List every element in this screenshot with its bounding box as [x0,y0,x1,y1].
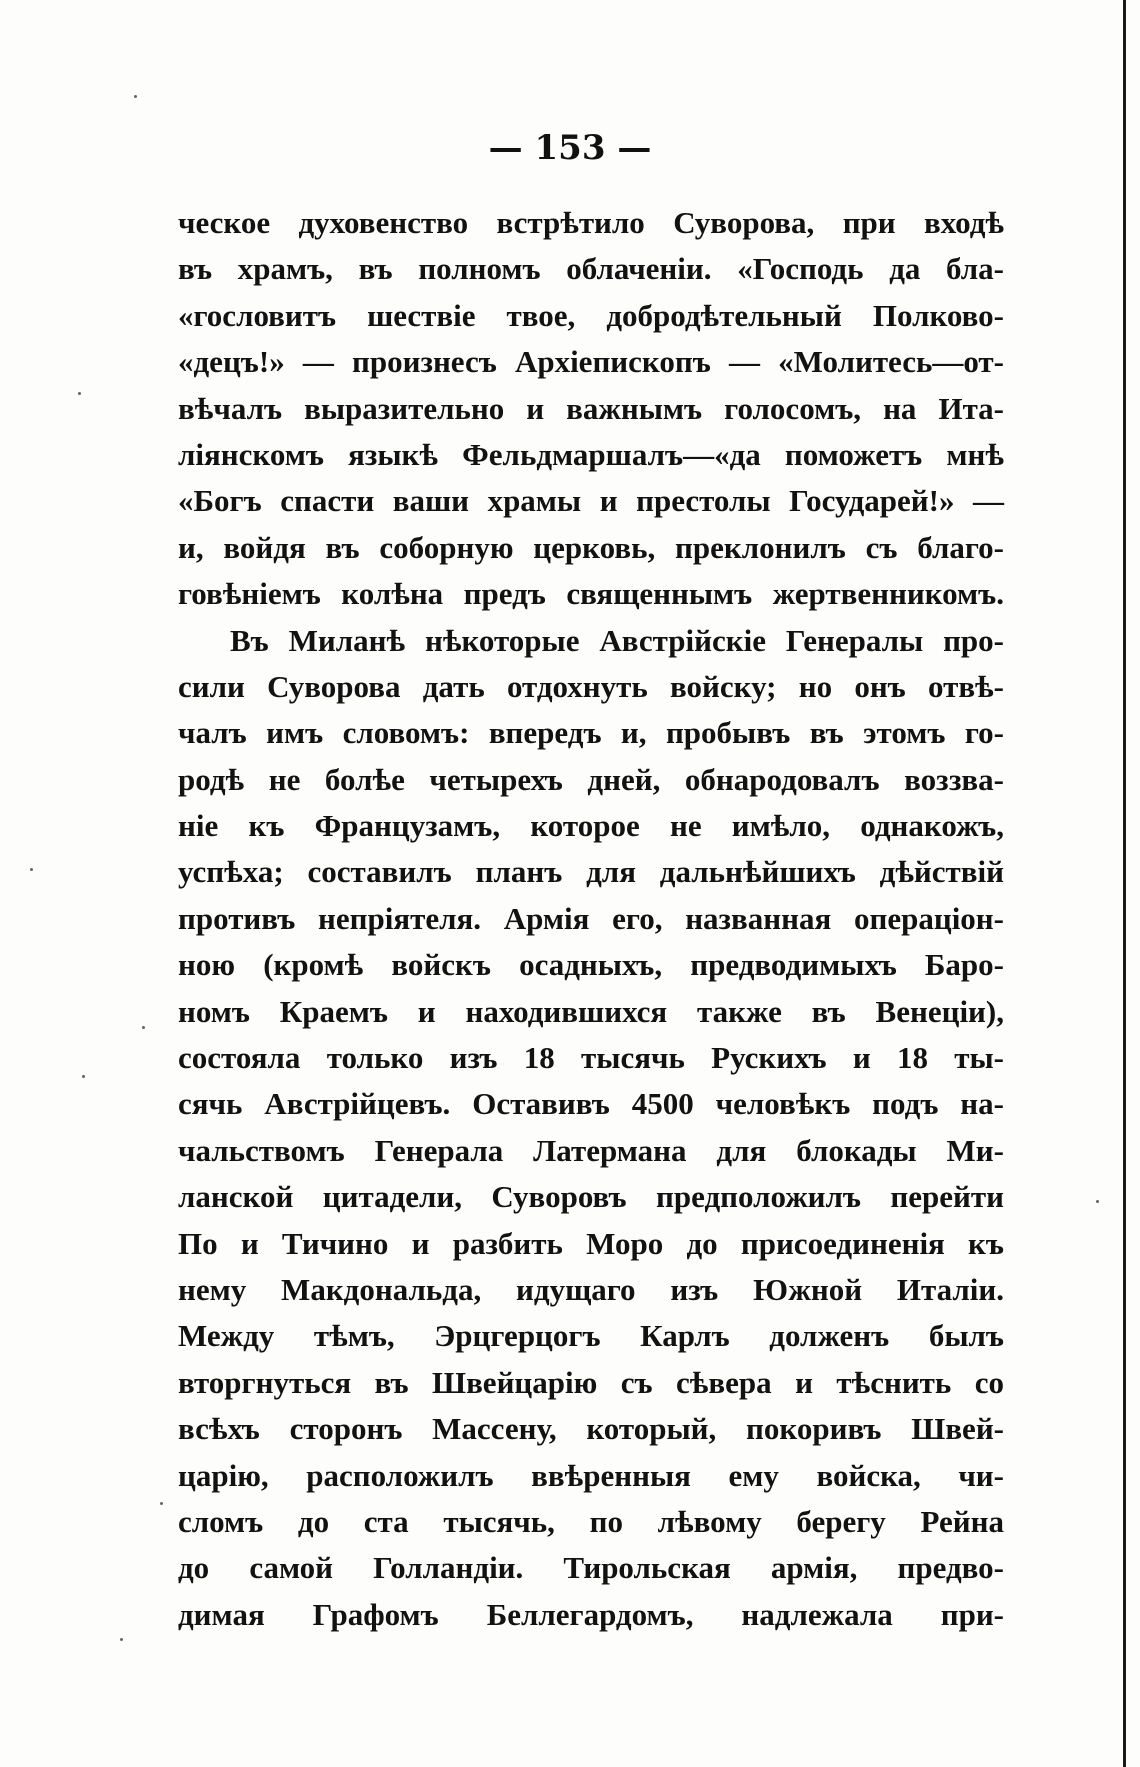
scan-speck [160,1502,163,1505]
text-line: Между тѣмъ, Эрцгерцогъ Карлъ долженъ былъ [178,1318,1004,1354]
text-line: димая Графомъ Беллегардомъ, надлежала при- [178,1596,1004,1632]
text-line: чалъ имъ словомъ: впередъ и, пробывъ въ этомъ го- [178,715,1004,751]
text-line: вторгнуться въ Швейцарію съ сѣвера и тѣснить со [178,1364,1004,1400]
text-line: «децъ!» — произнесъ Архіепископъ — «Молитесь—от- [178,344,1004,380]
scan-speck [78,392,81,395]
text-line: родѣ не болѣе четырехъ дней, обнародовалъ воззва- [178,761,1004,797]
scan-speck [82,1075,85,1078]
text-line: номъ Краемъ и находившихся также въ Венеціи), [178,993,1004,1029]
text-line: сячь Австрійцевъ. Оставивъ 4500 человѣкъ подъ на- [178,1086,1004,1122]
text-line: до самой Голландіи. Тирольская армія, предво- [178,1550,1004,1586]
body-text [178,200,1004,1638]
text-line: ліянскомъ языкѣ Фельдмаршалъ—«да поможетъ мнѣ [178,436,1004,472]
text-line: успѣха; составилъ планъ для дальнѣйшихъ дѣйствій [178,854,1004,890]
text-line: Въ Миланѣ нѣкоторые Австрійскіе Генералы про- [230,622,1004,658]
text-line: всѣхъ сторонъ Массену, который, покоривъ Швей- [178,1411,1004,1447]
text-line: ніе къ Французамъ, которое не имѣло, однакожъ, [178,808,1004,844]
text-line: сили Суворова дать отдохнуть войску; но онъ отвѣ- [178,668,1004,704]
text-line: и, войдя въ соборную церковь, преклонилъ съ благо- [178,529,1004,565]
page-edge-shadow [1123,0,1126,1767]
scan-speck [134,95,137,98]
text-line: вѣчалъ выразительно и важнымъ голосомъ, на Ита- [178,390,1004,426]
scan-speck [120,1638,123,1641]
text-line: По и Тичино и разбить Моро до присоединенія къ [178,1225,1004,1261]
text-line: «Богъ спасти ваши храмы и престолы Государей!» — [178,483,1004,519]
text-line: противъ непріятеля. Армія его, названная операціон- [178,900,1004,936]
text-line: состояла только изъ 18 тысячь Рускихъ и 18 ты- [178,1040,1004,1076]
text-line: царію, расположилъ ввѣренныя ему войска, чи- [178,1457,1004,1493]
text-line: ланской цитадели, Суворовъ предположилъ перейти [178,1179,1004,1215]
scan-speck [1096,1200,1099,1203]
text-line: ною (кромѣ войскъ осадныхъ, предводимыхъ Баро- [178,947,1004,983]
text-line: ческое духовенство встрѣтило Суворова, при входѣ [178,205,1004,240]
page-number: — 153 — [488,128,652,168]
text-line: сломъ до ста тысячь, по лѣвому берегу Рейна [178,1503,1004,1539]
scan-speck [30,868,33,871]
text-line: въ храмъ, въ полномъ облаченіи. «Господь да бла- [178,251,1004,287]
text-line: «гословитъ шествіе твое, добродѣтельный Полково- [178,297,1004,333]
text-line: говѣніемъ колѣна предъ священнымъ жертвенникомъ. [178,576,1004,612]
text-line: нему Макдональда, идущаго изъ Южной Италіи. [178,1271,1004,1307]
text-line: чальствомъ Генерала Латермана для блокады Ми- [178,1132,1004,1168]
scan-speck [142,1026,145,1029]
